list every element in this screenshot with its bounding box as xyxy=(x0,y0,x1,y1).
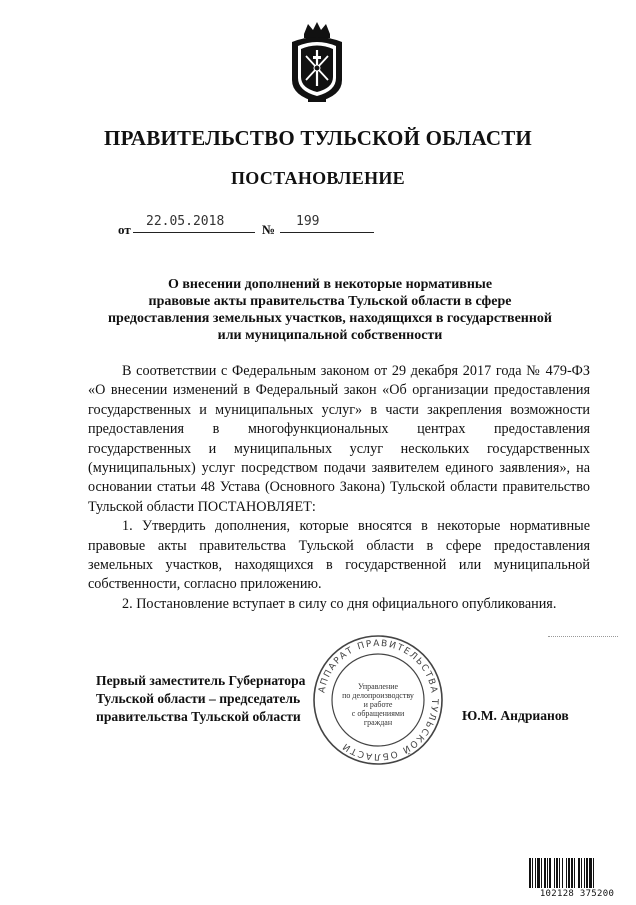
stamp-inner-line: по делопроизводству xyxy=(342,691,414,700)
barcode-bar xyxy=(535,858,536,888)
stamp-inner-line: Управление xyxy=(357,682,399,691)
signatory-title-line: правительства Тульской области xyxy=(96,709,301,724)
stamp-inner-line: граждан xyxy=(363,718,393,727)
barcode-bar xyxy=(556,858,558,888)
number-value: 199 xyxy=(296,214,320,229)
document-subject xyxy=(100,276,560,344)
stamp-ring-text: АППАРАТ ПРАВИТЕЛЬСТВА ТУЛЬСКОЙ ОБЛАСТИ xyxy=(317,638,440,762)
subject-line: правовые акты правительства Тульской области в сфере xyxy=(148,294,512,309)
subject-line: О внесении дополнений в некоторые нормативные xyxy=(167,277,493,292)
signatory-title xyxy=(96,672,305,726)
document-type: ПОСТАНОВЛЕНИЕ xyxy=(231,168,405,188)
barcode-bar xyxy=(562,858,563,888)
barcode-bar xyxy=(532,858,533,888)
clause-2-paragraph: 2. Постановление вступает в силу со дня официального опубликования. xyxy=(122,595,557,612)
barcode-bar xyxy=(578,858,580,888)
barcode-bar xyxy=(554,858,555,888)
signatory-name: Ю.М. Андрианов xyxy=(462,708,569,723)
stamp-inner-line: и работе xyxy=(363,700,393,709)
barcode-bar xyxy=(593,858,594,888)
barcode-bar xyxy=(544,858,546,888)
number-label: № xyxy=(262,222,276,237)
barcode-bar xyxy=(529,858,531,888)
barcode-bar xyxy=(559,858,560,888)
barcode-bar xyxy=(571,858,573,888)
clause-1-paragraph: 1. Утвердить дополнения, которые вносятся в некоторые нормативные правовые акты правительства Тульской области в сфере предоставления земельных участков, находящихся в государственной или муниципальной собственности, согласно приложению. xyxy=(88,518,590,593)
barcode-bar xyxy=(586,858,588,888)
barcode-bar xyxy=(574,858,575,888)
barcode-bar xyxy=(568,858,570,888)
scan-artifact xyxy=(548,636,618,641)
barcode-bar xyxy=(589,858,592,888)
subject-line: или муниципальной собственности xyxy=(217,328,443,343)
document-body xyxy=(88,362,590,614)
date-underline xyxy=(133,232,255,233)
registration-line xyxy=(0,214,636,238)
barcode-bar xyxy=(581,858,582,888)
number-underline xyxy=(280,232,374,233)
stamp-inner-text xyxy=(339,682,417,727)
barcode-bar xyxy=(537,858,540,888)
date-value: 22.05.2018 xyxy=(146,214,225,229)
subject-line: предоставления земельных участков, находящихся в государственной xyxy=(107,311,552,326)
org-title: ПРАВИТЕЛЬСТВО ТУЛЬСКОЙ ОБЛАСТИ xyxy=(104,126,532,150)
signatory-title-line: Первый заместитель Губернатора xyxy=(96,673,306,688)
barcode-bar xyxy=(547,858,548,888)
barcode-number: 102128 375200 xyxy=(539,889,615,899)
barcode-bar xyxy=(541,858,542,888)
tula-coat-of-arms-icon xyxy=(286,20,348,104)
date-label: от xyxy=(118,222,131,237)
barcode-bar xyxy=(549,858,551,888)
barcode-bar xyxy=(584,858,585,888)
signatory-title-line: Тульской области – председатель xyxy=(96,691,301,706)
barcode-icon xyxy=(528,858,626,892)
stamp-inner-line: с обращениями xyxy=(351,709,405,718)
preamble-paragraph: В соответствии с Федеральным законом от 29 декабря 2017 года № 479-ФЗ «О внесении изменений в Федеральный закон «Об организации предоставления государственных и муниципальных услуг» в части закрепления возможности предоставления в многофункциональных центрах предоставления государственных и муниципальных услуг нескольких государственных (муниципальных) услуг посредством подачи заявителем единого заявления», на основании статьи 48 Устава (Основного Закона) Тульской области правительство Тульской области ПОСТАНОВЛЯЕТ: xyxy=(88,363,590,515)
barcode-bar xyxy=(566,858,567,888)
